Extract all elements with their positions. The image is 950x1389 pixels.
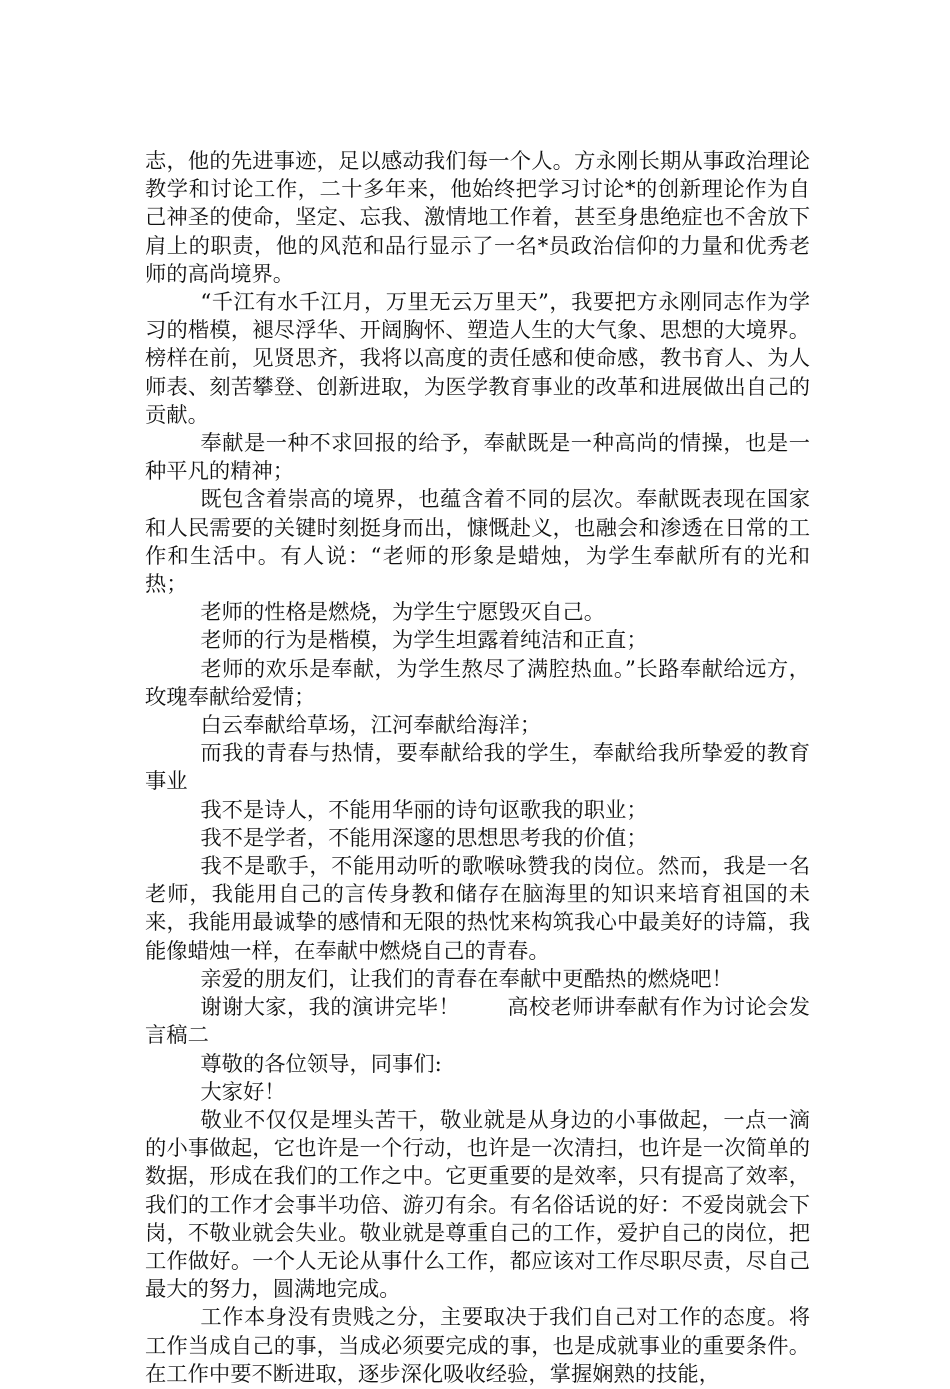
paragraph: 亲爱的朋友们，让我们的青春在奉献中更酷热的燃烧吧！ [200,966,733,992]
paragraph: 志，他的先进事迹，足以感动我们每一个人。方永刚长期从事政治理论教学和讨论工作，二十多年来，他始终把学习讨论*的创新理论作为自己神圣的使命，坚定、忘我、激情地工作着，甚至身患绝症也不舍放下肩上的职责，他的风范和品行显示了一名*员政治信仰的力量和优秀老师的高尚境界。 [145,149,810,287]
paragraph: 老师的性格是燃烧，为学生宁愿毁灭自己。 [200,600,606,626]
paragraph: 工作本身没有贵贱之分，主要取决于我们自己对工作的态度。将工作当成自己的事，当成必须要完成的事，也是成就事业的重要条件。在工作中要不断进取，逐步深化吸收经验，掌握娴熟的技能， [145,1305,810,1387]
paragraph: 既包含着崇高的境界，也蕴含着不同的层次。奉献既表现在国家和人民需要的关键时刻挺身而出，慷慨赴义，也融会和渗透在日常的工作和生活中。有人说：“老师的形象是蜡烛，为学生奉献所有的光和热； [145,487,810,598]
greeting: 大家好！ [200,1079,286,1105]
document-body [145,148,810,1389]
paragraph: 而我的青春与热情，要奉献给我的学生，奉献给我所挚爱的教育事业 [145,741,810,795]
paragraph: “千江有水千江月，万里无云万里天”，我要把方永刚同志作为学习的楷模，褪尽浮华、开阔胸怀、塑造人生的大气象、思想的大境界。榜样在前，见贤思齐，我将以高度的责任感和使命感，教书育人、为人师表、刻苦攀登、创新进取，为医学教育事业的改革和进展做出自己的贡献。 [145,290,810,428]
paragraph: 老师的欢乐是奉献，为学生熬尽了满腔热血。”长路奉献给远方，玫瑰奉献给爱情； [145,656,810,710]
paragraph: 白云奉献给草场，江河奉献给海洋； [200,713,542,739]
salutation: 尊敬的各位领导，同事们: [200,1051,442,1077]
paragraph: 我不是歌手，不能用动听的歌喉咏赞我的岗位。然而，我是一名老师，我能用自己的言传身教和储存在脑海里的知识来培育祖国的未来，我能用最诚挚的感情和无限的热忱来构筑我心中最美好的诗篇，我能像蜡烛一样，在奉献中燃烧自己的青春。 [145,854,810,964]
closing-paragraph [145,994,810,1050]
paragraph: 我不是诗人，不能用华丽的诗句讴歌我的职业； [200,797,648,823]
next-section-title: 高校老师讲奉献有作为讨论会发言稿二 [145,995,810,1049]
paragraph: 敬业不仅仅是埋头苦干，敬业就是从身边的小事做起，一点一滴的小事做起，它也许是一个行动，也许是一次清扫，也许是一次简单的数据，形成在我们的工作之中。它更重要的是效率，只有提高了效率，我们的工作才会事半功倍、游刃有余。有名俗话说的好：不爱岗就会下岗，不敬业就会失业。敬业就是尊重自己的工作，爱护自己的岗位，把工作做好。一个人无论从事什么工作，都应该对工作尽职尽责，尽自己最大的努力，圆满地完成。 [145,1107,810,1303]
paragraph: 奉献是一种不求回报的给予，奉献既是一种高尚的情操，也是一种平凡的精神； [145,431,810,485]
paragraph: 老师的行为是楷模，为学生坦露着纯洁和正直； [200,628,648,654]
thanks-text: 谢谢大家，我的演讲完毕！ [200,995,461,1021]
paragraph: 我不是学者，不能用深邃的思想思考我的价值； [200,825,648,851]
